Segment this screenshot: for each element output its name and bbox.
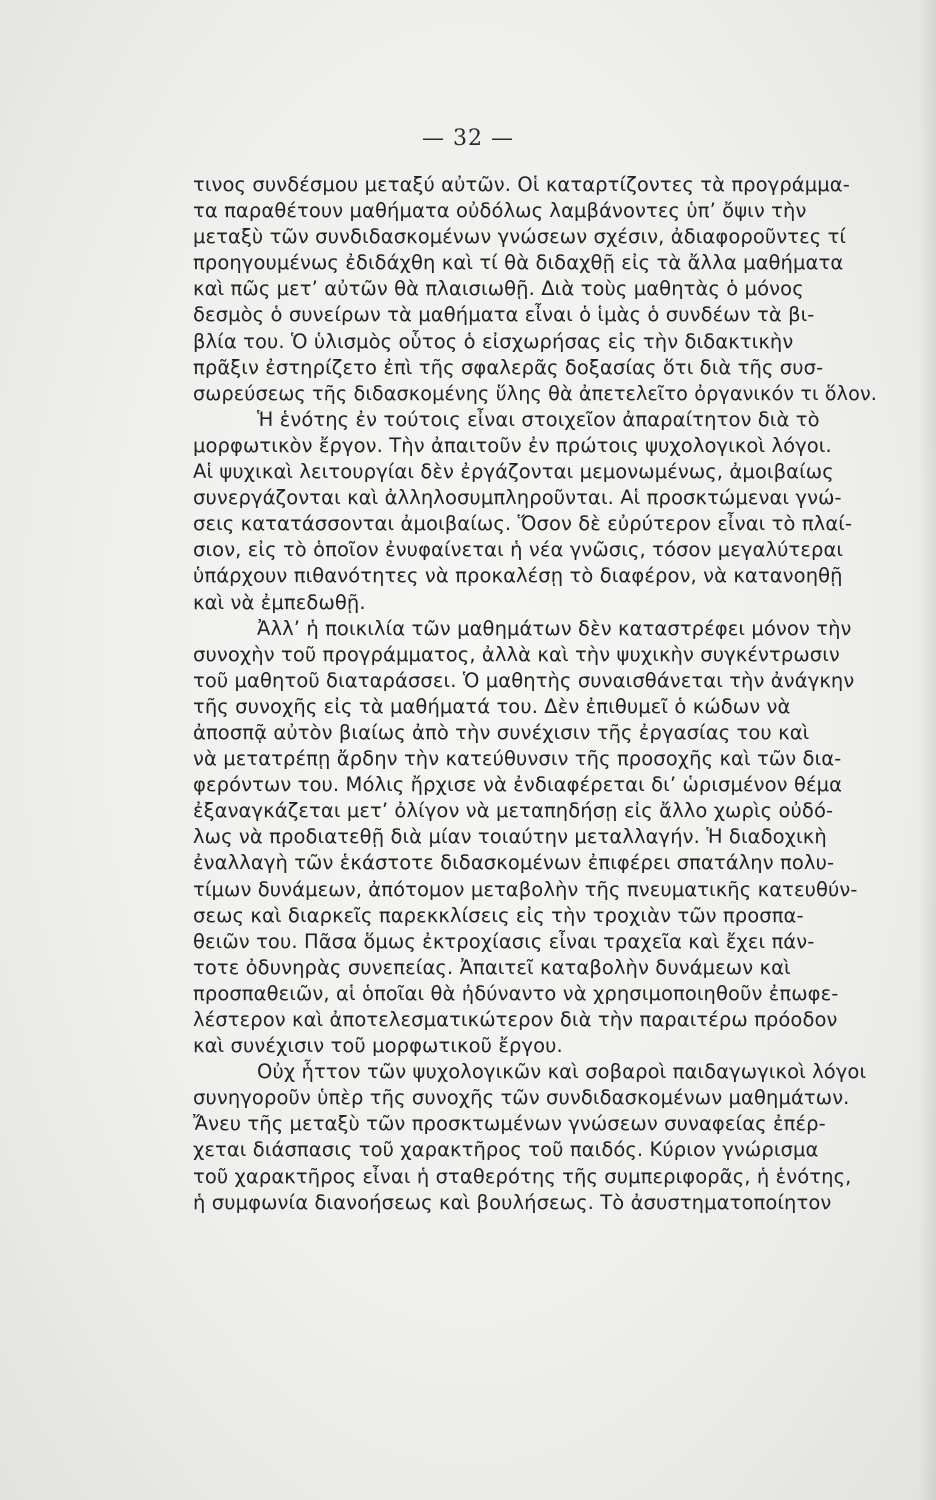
body-text xyxy=(193,172,877,1216)
text-line: συνηγοροῦν ὑπὲρ τῆς συνοχῆς τῶν συνδιδασκομένων μαθημάτων. xyxy=(193,1086,850,1110)
text-line: τοῦ μαθητοῦ διαταράσσει. Ὁ μαθητὴς συναισθάνεται τὴν ἀνάγκην xyxy=(193,668,855,692)
text-line: σεις κατατάσσονται ἀμοιβαίως. Ὅσον δὲ εὐρύτερον εἶναι τὸ πλαί- xyxy=(193,512,853,536)
page-edge-shadow xyxy=(918,0,936,1500)
text-line: μεταξὺ τῶν συνδιδασκομένων γνώσεων σχέσιν, ἀδιαφοροῦντες τί xyxy=(193,225,847,249)
text-line: συνεργάζονται καὶ ἀλληλοσυμπληροῦνται. Αἱ προσκτώμεναι γνώ- xyxy=(193,486,842,510)
text-line: νὰ μετατρέπῃ ἄρδην τὴν κατεύθυνσιν τῆς προσοχῆς καὶ τῶν δια- xyxy=(193,747,842,771)
text-line: Ἀλλ’ ἡ ποικιλία τῶν μαθημάτων δὲν καταστρέφει μόνον τὴν xyxy=(257,616,852,640)
text-line: πρᾶξιν ἐστηρίζετο ἐπὶ τῆς σφαλερᾶς δοξασίας ὅτι διὰ τῆς συσ- xyxy=(193,355,824,379)
text-line: προηγουμένως ἐδιδάχθη καὶ τί θὰ διδαχθῇ εἰς τὰ ἄλλα μαθήματα xyxy=(193,251,844,275)
text-line: μορφωτικὸν ἔργον. Τὴν ἀπαιτοῦν ἐν πρώτοις ψυχολογικοὶ λόγοι. xyxy=(193,433,832,457)
text-line: δεσμὸς ὁ συνείρων τὰ μαθήματα εἶναι ὁ ἱμὰς ὁ συνδέων τὰ βι- xyxy=(193,303,815,327)
text-line: συνοχὴν τοῦ προγράμματος, ἀλλὰ καὶ τὴν ψυχικὴν συγκέντρωσιν xyxy=(193,642,840,666)
text-line: τοῦ χαρακτῆρος εἶναι ἡ σταθερότης τῆς συμπεριφορᾶς, ἡ ἑνότης, xyxy=(193,1164,852,1188)
text-line: σωρεύσεως τῆς διδασκομένης ὕλης θὰ ἀπετελεῖτο ὀργανικόν τι ὅλον. xyxy=(193,381,877,405)
text-line: καὶ νὰ ἐμπεδωθῇ. xyxy=(193,590,366,614)
text-line: ἡ συμφωνία διανοήσεως καὶ βουλήσεως. Τὸ ἀσυστηματοποίητον xyxy=(193,1190,832,1214)
text-line: ἐναλλαγὴ τῶν ἑκάστοτε διδασκομένων ἐπιφέρει σπατάλην πολυ- xyxy=(193,851,835,875)
text-line: σεως καὶ διαρκεῖς παρεκκλίσεις εἰς τὴν τροχιὰν τῶν προσπα- xyxy=(193,903,804,927)
text-line: θειῶν του. Πᾶσα ὅμως ἐκτροχίασις εἶναι τραχεῖα καὶ ἔχει πάν- xyxy=(193,929,815,953)
text-line: σιον, εἰς τὸ ὁποῖον ἐνυφαίνεται ἡ νέα γνῶσις, τόσον μεγαλύτεραι xyxy=(193,538,844,562)
text-line: ἀποσπᾷ αὐτὸν βιαίως ἀπὸ τὴν συνέχισιν τῆς ἐργασίας του καὶ xyxy=(193,720,810,744)
text-line: Ἄνευ τῆς μεταξὺ τῶν προσκτωμένων γνώσεων συναφείας ἐπέρ- xyxy=(193,1112,826,1136)
text-line: προσπαθειῶν, αἱ ὁποῖαι θὰ ἠδύναντο νὰ χρησιμοποιηθοῦν ἐπωφε- xyxy=(193,981,839,1005)
text-line: καὶ συνέχισιν τοῦ μορφωτικοῦ ἔργου. xyxy=(193,1034,563,1058)
text-line: βλία του. Ὁ ὑλισμὸς οὗτος ὁ εἰσχωρήσας εἰς τὴν διδακτικὴν xyxy=(193,329,794,353)
text-line: λέστερον καὶ ἀποτελεσματικώτερον διὰ τὴν παραιτέρω πρόοδον xyxy=(193,1008,838,1031)
text-line: τινος συνδέσμου μεταξύ αὐτῶν. Οἱ καταρτίζοντες τὰ προγράμμα- xyxy=(193,173,850,196)
text-line: τα παραθέτουν μαθήματα οὐδόλως λαμβάνοντες ὑπ’ ὄψιν τὴν xyxy=(193,199,807,223)
text-line: τίμων δυνάμεων, ἀπότομον μεταβολὴν τῆς πνευματικῆς κατευθύν- xyxy=(193,877,858,901)
text-line: καὶ πῶς μετ’ αὐτῶν θὰ πλαισιωθῇ. Διὰ τοὺς μαθητὰς ὁ μόνος xyxy=(193,277,804,301)
text-line: Οὐχ ἧττον τῶν ψυχολογικῶν καὶ σοβαροὶ παιδαγωγικοὶ λόγοι xyxy=(257,1060,867,1084)
text-line: φερόντων του. Μόλις ἤρχισε νὰ ἐνδιαφέρεται δι’ ὡρισμένον θέμα xyxy=(193,773,843,797)
text-line: λως νὰ προδιατεθῇ διὰ μίαν τοιαύτην μεταλλαγήν. Ἡ διαδοχικὴ xyxy=(193,825,827,849)
text-line: χεται διάσπασις τοῦ χαρακτῆρος τοῦ παιδός. Κύριον γνώρισμα xyxy=(193,1138,819,1162)
text-line: ὑπάρχουν πιθανότητες νὰ προκαλέσῃ τὸ διαφέρον, νὰ κατανοηθῇ xyxy=(193,564,843,588)
text-line: τοτε ὀδυνηρὰς συνεπείας. Ἀπαιτεῖ καταβολὴν δυνάμεων καὶ xyxy=(193,955,791,979)
text-line: ἐξαναγκάζεται μετ’ ὀλίγον νὰ μεταπηδήσῃ εἰς ἄλλο χωρὶς οὐδό- xyxy=(193,799,834,823)
page-number: — 32 — xyxy=(422,126,514,151)
text-line: τῆς συνοχῆς εἰς τὰ μαθήματά του. Δὲν ἐπιθυμεῖ ὁ κώδων νὰ xyxy=(193,694,791,718)
text-line: Ἡ ἑνότης ἐν τούτοις εἶναι στοιχεῖον ἀπαραίτητον διὰ τὸ xyxy=(257,407,820,431)
text-line: Αἱ ψυχικαὶ λειτουργίαι δὲν ἐργάζονται μεμονωμένως, ἀμοιβαίως xyxy=(193,460,834,484)
